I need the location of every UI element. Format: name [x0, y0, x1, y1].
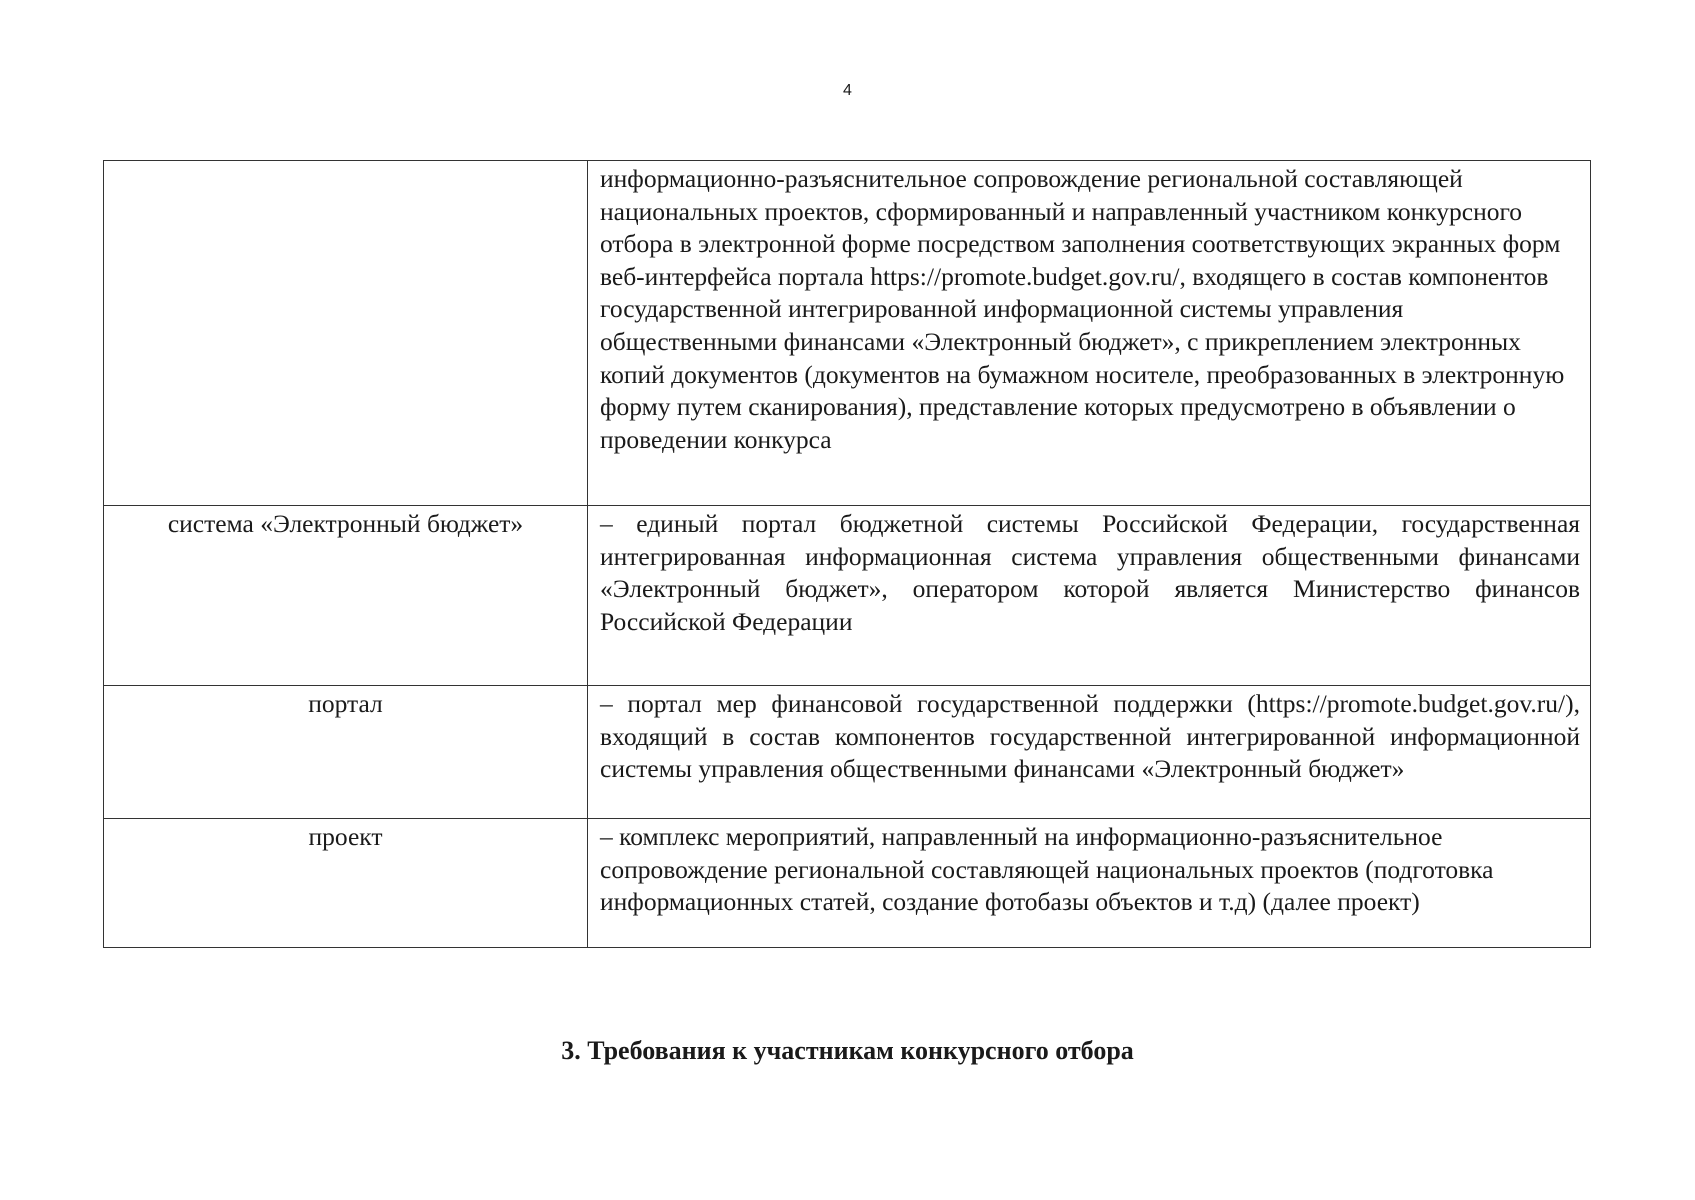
definitions-table — [103, 160, 1591, 948]
term-cell: портал — [104, 686, 588, 819]
term-cell — [104, 161, 588, 506]
description-cell: информационно-разъяснительное сопровождение региональной составляющей национальных проектов, сформированный и направленный участником конкурсного отбора в электронной форме посредством заполнения соответствующих экранных форм веб-интерфейса портала https://promote.budget.gov.ru/, входящего в состав компонентов государственной интегрированной информационной системы управления общественными финансами «Электронный бюджет», с прикреплением электронных копий документов (документов на бумажном носителе, преобразованных в электронную форму путем сканирования), представление которых предусмотрено в объявлении о проведении конкурса — [588, 161, 1591, 506]
description-cell: – комплекс мероприятий, направленный на информационно-разъяснительное сопровождение региональной составляющей национальных проектов (подготовка информационных статей, создание фотобазы объектов и т.д) (далее проект) — [588, 819, 1591, 948]
term-cell: система «Электронный бюджет» — [104, 506, 588, 686]
table-row — [104, 819, 1591, 948]
description-cell: – единый портал бюджетной системы Российской Федерации, государственная интегрированная информационная система управления общественными финансами «Электронный бюджет», оператором которой является Министерство финансов Российской Федерации — [588, 506, 1591, 686]
table-row — [104, 161, 1591, 506]
term-cell: проект — [104, 819, 588, 948]
table-row — [104, 686, 1591, 819]
description-cell: – портал мер финансовой государственной поддержки (https://promote.budget.gov.ru/), входящий в состав компонентов государственной интегрированной информационной системы управления общественными финансами «Электронный бюджет» — [588, 686, 1591, 819]
page-number: 4 — [843, 82, 852, 99]
table-row — [104, 506, 1591, 686]
section-heading: 3. Требования к участникам конкурсного отбора — [561, 1036, 1134, 1065]
